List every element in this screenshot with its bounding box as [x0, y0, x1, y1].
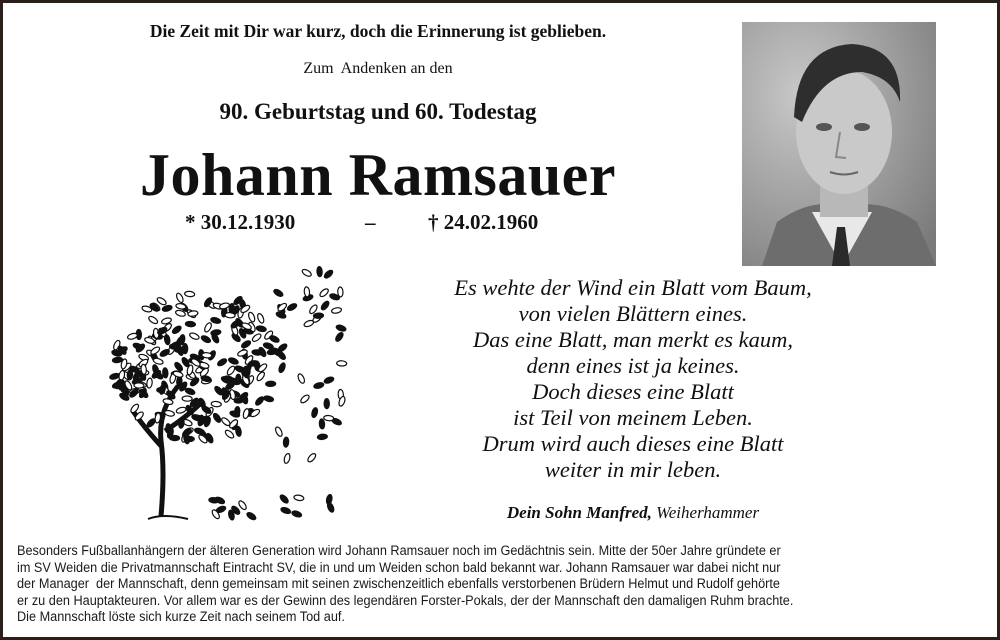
leaf [189, 332, 200, 341]
signature-place: Weiherhammer [651, 503, 760, 522]
leaf [335, 324, 346, 332]
leaf [277, 343, 288, 353]
leaf [317, 266, 323, 276]
leaf [277, 302, 288, 312]
signature-name: Dein Sohn Manfred, [506, 503, 652, 522]
leaf [134, 383, 144, 389]
leaf [162, 304, 173, 312]
leaf [269, 334, 280, 343]
leaf [304, 287, 310, 297]
leaf [200, 334, 211, 343]
poem-line: ist Teil von meinem Leben. [513, 405, 753, 430]
poem-line: Drum wird auch dieses eine Blatt [482, 431, 784, 456]
leaf [311, 407, 319, 418]
occasion-heading: 90. Geburtstag und 60. Todestag [219, 99, 537, 124]
leaf [228, 357, 239, 366]
leaf [210, 329, 221, 336]
leaf [175, 292, 184, 303]
leaf [182, 396, 192, 401]
biography-paragraph [17, 543, 984, 626]
leaf [337, 361, 347, 367]
leaf [212, 412, 222, 423]
leaf [146, 418, 157, 429]
poem-line: Doch dieses eine Blatt [532, 379, 734, 404]
leaf [263, 342, 274, 350]
leaf [214, 496, 225, 505]
leaf [224, 429, 235, 440]
bio-line: der Manager der Mannschaft, denn gemeinsam mit seinen zwischenzeitlich ebenfalls verstorbenen Brüdern Helmut und Rudolf gehörte [17, 576, 781, 593]
leaf [291, 510, 302, 518]
leaf [153, 357, 164, 365]
leaf [171, 325, 182, 335]
memorial-quote: Die Zeit mit Dir war kurz, doch die Erinnerung ist geblieben. [149, 21, 607, 41]
leaf [176, 406, 187, 414]
leaf [246, 511, 257, 521]
leaf [184, 291, 194, 297]
leaf [112, 357, 123, 363]
leaf [211, 401, 221, 407]
leaf [323, 376, 334, 384]
leaf [280, 506, 291, 514]
date-separator: – [365, 210, 376, 234]
leaf [319, 287, 330, 297]
leaf [256, 313, 265, 324]
leaf [150, 346, 161, 356]
leaf [146, 378, 152, 389]
leaf [297, 373, 306, 384]
in-memory-label: Zum Andenken an den [303, 60, 453, 77]
leaf [148, 315, 159, 325]
leaf [274, 426, 283, 437]
leaf [323, 269, 334, 280]
leaf [216, 357, 227, 367]
leaf [247, 311, 256, 322]
leaf [201, 405, 212, 415]
leaf [242, 408, 250, 419]
deceased-name: Johann Ramsauer [140, 142, 616, 208]
leaf [278, 362, 287, 373]
leaf [185, 321, 195, 327]
bio-line: er zu den Hauptakteuren. Vor allem war es der Gewinn des legendären Forster-Pokals, der der Mannschaft den damaligen Ruhm brachte. [17, 592, 794, 609]
leaf [320, 300, 330, 311]
leaf [169, 344, 179, 350]
leaf [299, 394, 310, 404]
leaf [319, 419, 325, 429]
leaf [273, 288, 284, 298]
leaf [293, 494, 304, 501]
leaf [254, 396, 265, 407]
leaf [127, 370, 133, 380]
leaf [219, 302, 230, 310]
bio-line: Besonders Fußballanhängern der älteren Generation wird Johann Ramsauer noch im Gedächtnis sein. Mitte der 50er Jahre gründete er [17, 543, 781, 559]
poem-line: denn eines ist ja keines. [526, 353, 740, 378]
portrait-photo [742, 22, 936, 266]
leaf [230, 319, 241, 329]
birth-date: * 30.12.1930 [185, 210, 296, 234]
bio-line: im SV Weiden die Privatmannschaft Eintracht SV, die in und um Weiden schon bald bekannt war. Johann Ramsauer war dabei nicht nur [17, 559, 781, 576]
leaf [164, 410, 175, 417]
leaf [210, 317, 221, 325]
leaf [279, 494, 290, 505]
leaf [283, 437, 289, 447]
leaf [331, 307, 342, 314]
leaf [324, 399, 329, 409]
leaf [317, 434, 327, 440]
leaf [159, 348, 170, 357]
poem-line: Es wehte der Wind ein Blatt vom Baum, [454, 275, 812, 300]
leaf [194, 427, 205, 435]
poem-line: Das eine Blatt, man merkt es kaum, [473, 327, 793, 352]
poem-line: weiter in mir leben. [544, 457, 722, 482]
leaf [283, 453, 291, 464]
leaf [313, 382, 324, 389]
leaf [169, 435, 179, 441]
leaf [225, 312, 235, 318]
leaf [240, 339, 251, 349]
leaf [200, 416, 210, 422]
leaf [226, 365, 236, 376]
tree-illustration [103, 251, 353, 526]
leaf [130, 403, 140, 414]
leaf [263, 395, 274, 402]
leaf [213, 385, 223, 396]
signature [423, 503, 843, 523]
leaf [256, 325, 267, 332]
leaf [334, 331, 344, 342]
death-date: † 24.02.1960 [428, 210, 539, 234]
leaf [306, 452, 317, 463]
leaf [202, 352, 212, 358]
leaf [127, 332, 138, 340]
leaf [141, 364, 147, 374]
leaf [301, 268, 312, 278]
leaf [184, 387, 195, 395]
leaf [323, 415, 333, 421]
leaf [313, 313, 323, 319]
leaf [164, 334, 171, 345]
leaf [237, 500, 247, 511]
leaf [286, 302, 297, 311]
poem [423, 275, 843, 483]
poem-line: von vielen Blättern eines. [518, 301, 748, 326]
bio-line: Die Mannschaft löste sich kurze Zeit nach seinem Tod auf. [17, 609, 345, 626]
leaf [266, 381, 276, 387]
